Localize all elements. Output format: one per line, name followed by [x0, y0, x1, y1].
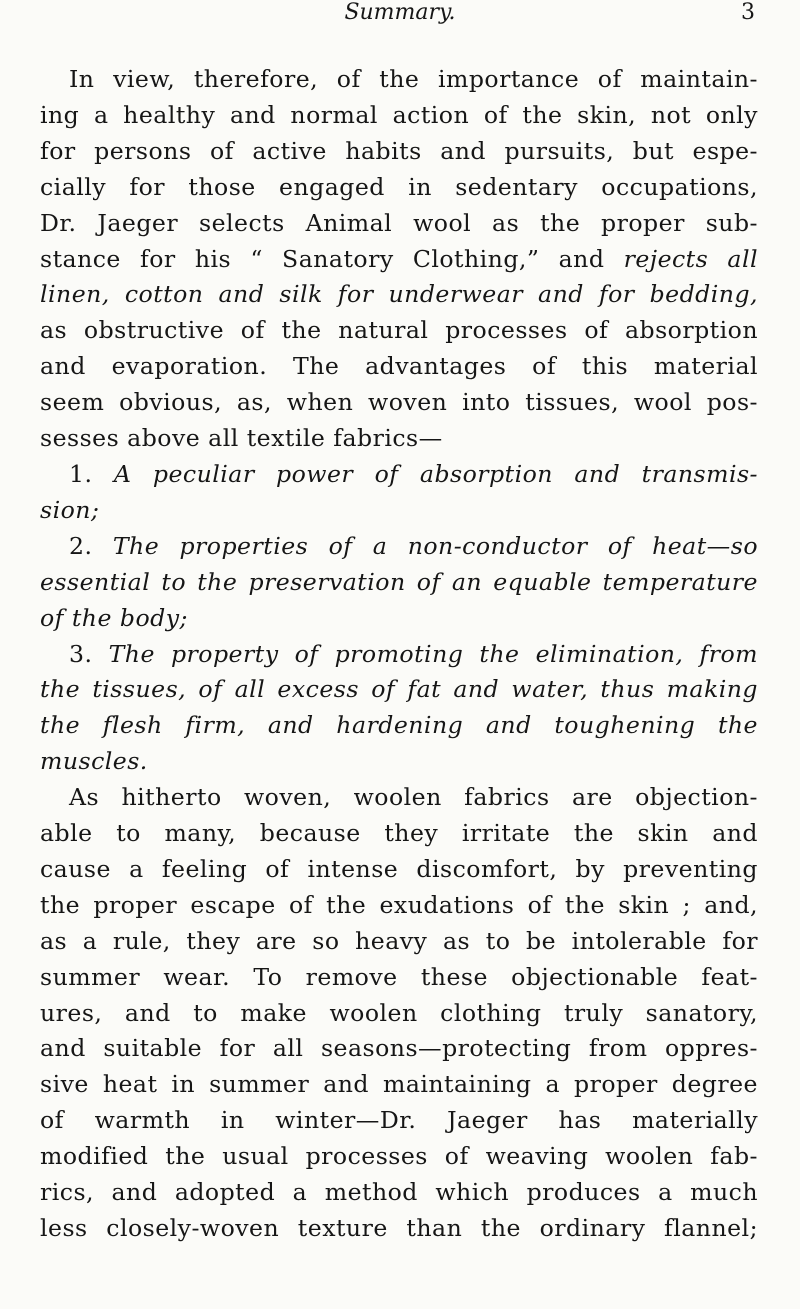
text-segment: stance for his “ Sanatory Clothing,” and — [40, 244, 624, 273]
text-line: able to many, because they irritate the skin and — [40, 819, 758, 848]
text-line — [40, 601, 758, 637]
text-line: summer wear. To remove these objectionable feat- — [40, 962, 758, 991]
italic-text: The properties of a non-conductor of heat—so — [112, 531, 758, 560]
text-line — [40, 744, 758, 780]
text-line — [40, 565, 758, 601]
text-line: rics, and adopted a method which produces a much — [40, 1178, 758, 1207]
text-line: the proper escape of the exudations of the skin ; and, — [40, 890, 758, 919]
text-segment: 3. — [69, 639, 109, 668]
text-line: and evaporation. The advantages of this material — [40, 352, 758, 381]
italic-text: A peculiar power of absorption and transmis- — [113, 459, 758, 488]
italic-text: sion; — [40, 495, 100, 524]
italic-text: The property of promoting the elimination, from — [108, 639, 758, 668]
italic-text: muscles. — [40, 747, 148, 776]
text-line: modified the usual processes of weaving woolen fab- — [40, 1142, 758, 1171]
text-line: In view, therefore, of the importance of maintain- — [69, 65, 758, 93]
text-line: less closely-woven texture than the ordinary flannel; — [40, 1214, 758, 1242]
text-line: sive heat in summer and maintaining a proper degree — [40, 1070, 758, 1099]
text-line: as obstructive of the natural processes of absorption — [40, 316, 758, 345]
text-line: cially for those engaged in sedentary occupations, — [40, 172, 758, 201]
italic-text: the tissues, of all excess of fat and water, thus making — [40, 675, 758, 704]
text-line: sesses above all textile fabrics— — [40, 424, 443, 453]
text-segment: 2. — [69, 531, 113, 560]
text-line: for persons of active habits and pursuits, but espe- — [40, 136, 758, 165]
running-title: Summary. — [344, 0, 456, 25]
text-line — [40, 708, 758, 744]
text-line — [40, 277, 758, 313]
text-line: seem obvious, as, when woven into tissues, wool pos- — [40, 388, 758, 417]
italic-text: linen, cotton and silk for underwear and for bedding, — [40, 280, 758, 309]
text-line — [40, 242, 758, 278]
text-line: As hitherto woven, woolen fabrics are objection- — [69, 783, 758, 812]
italic-text: essential to the preservation of an equable temperature — [40, 567, 758, 596]
text-line: Dr. Jaeger selects Animal wool as the proper sub- — [40, 208, 758, 237]
page-header — [0, 0, 800, 34]
italic-text: of the body; — [40, 603, 188, 632]
italic-text: the flesh firm, and hardening and toughening the — [40, 711, 758, 740]
text-line — [40, 529, 758, 565]
text-line — [40, 457, 758, 493]
text-segment: 1. — [69, 459, 114, 488]
text-line — [40, 493, 758, 529]
text-line: of warmth in winter—Dr. Jaeger has materially — [40, 1106, 758, 1135]
text-line — [40, 637, 758, 673]
text-line: cause a feeling of intense discomfort, by preventing — [40, 854, 758, 883]
text-line — [40, 672, 758, 708]
text-line: ures, and to make woolen clothing truly sanatory, — [40, 998, 758, 1027]
text-line: as a rule, they are so heavy as to be intolerable for — [40, 926, 758, 955]
italic-text: rejects all — [623, 244, 758, 273]
page-number: 3 — [741, 0, 755, 25]
text-line: and suitable for all seasons—protecting from oppres- — [40, 1034, 758, 1063]
body-text — [40, 62, 758, 1247]
text-line: ing a healthy and normal action of the skin, not only — [40, 100, 758, 129]
